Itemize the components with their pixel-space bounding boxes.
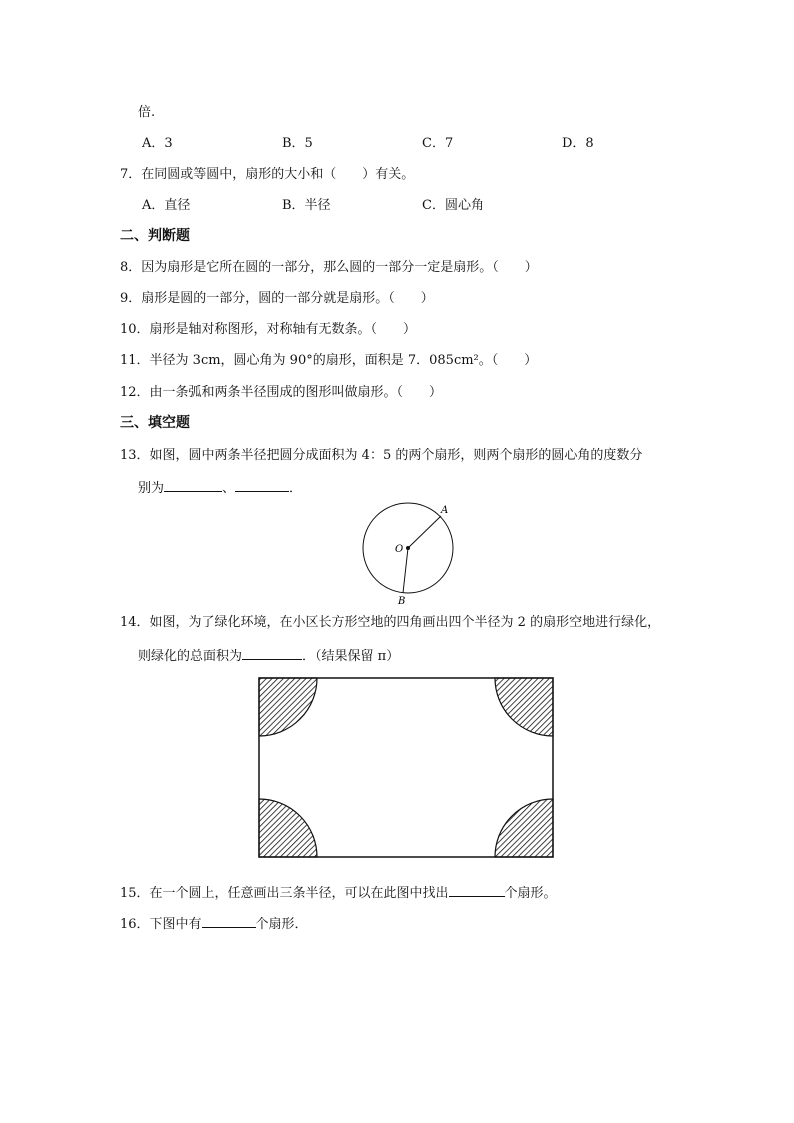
- q14-blank[interactable]: [242, 647, 302, 660]
- q16-blank[interactable]: [202, 915, 256, 928]
- q14-line1: 14．如图，为了绿化环境，在小区长方形空地的四角画出四个半径为 2 的扇形空地进行绿化，: [120, 615, 661, 630]
- sector-bottom-right: [495, 799, 553, 857]
- center-point: [406, 546, 410, 550]
- q9-text: 9．扇形是圆的一部分，圆的一部分就是扇形。（ ）: [120, 291, 434, 306]
- q6-option-c[interactable]: C．7: [422, 136, 454, 151]
- q7-option-b[interactable]: B．半径: [282, 198, 331, 213]
- q7-option-c[interactable]: C．圆心角: [422, 198, 484, 213]
- label-o: O: [395, 544, 404, 555]
- radius-oa: [408, 516, 441, 548]
- label-a: A: [441, 505, 449, 516]
- q14-line2: [138, 647, 399, 666]
- q6-continuation: 倍.: [138, 105, 156, 120]
- section-2-title: 二、判断题: [120, 228, 190, 244]
- q15-suffix: 个扇形。: [504, 886, 557, 901]
- q16-line: [120, 915, 308, 934]
- q15-blank[interactable]: [449, 884, 505, 897]
- q13-separator: 、: [222, 481, 236, 496]
- q14-suffix: ．（结果保留 π）: [302, 649, 400, 664]
- q13-blank-2[interactable]: [235, 479, 289, 492]
- sector-top-right: [495, 678, 553, 736]
- q7-text: 7．在同圆或等圆中，扇形的大小和（ ）有关。: [120, 167, 415, 182]
- q11-text: 11．半径为 3cm，圆心角为 90°的扇形，面积是 7．085cm²。（ ）: [120, 353, 538, 368]
- rectangle-figure: [257, 676, 557, 860]
- q13-prefix: 别为: [138, 481, 165, 496]
- section-3-title: 三、填空题: [120, 415, 190, 431]
- q13-line2: [138, 479, 302, 498]
- q12-text: 12．由一条弧和两条半径围成的图形叫做扇形。（ ）: [120, 385, 443, 400]
- q13-line1: 13．如图，圆中两条半径把圆分成面积为 4：5 的两个扇形，则两个扇形的圆心角的度数分: [120, 448, 643, 463]
- circle-figure: [355, 502, 465, 608]
- q15-prefix: 15．在一个圆上，任意画出三条半径，可以在此图中找出: [120, 886, 449, 901]
- label-b: B: [398, 596, 406, 607]
- q16-prefix: 16．下图中有: [120, 917, 202, 932]
- sector-top-left: [259, 678, 317, 736]
- q6-option-a[interactable]: A．3: [142, 136, 173, 151]
- q6-option-b[interactable]: B．5: [282, 136, 313, 151]
- q15-line: [120, 884, 557, 903]
- q14-prefix: 则绿化的总面积为: [138, 649, 243, 664]
- sector-bottom-left: [259, 799, 317, 857]
- q10-text: 10．扇形是轴对称图形，对称轴有无数条。（ ）: [120, 322, 417, 337]
- q16-suffix: 个扇形．: [255, 917, 308, 932]
- q7-option-a[interactable]: A．直径: [142, 198, 191, 213]
- q13-end: ．: [289, 481, 303, 496]
- q13-blank-1[interactable]: [164, 479, 222, 492]
- q8-text: 8．因为扇形是它所在圆的一部分，那么圆的一部分一定是扇形。（ ）: [120, 260, 538, 275]
- q6-option-d[interactable]: D．8: [562, 136, 594, 151]
- radius-ob: [403, 548, 408, 593]
